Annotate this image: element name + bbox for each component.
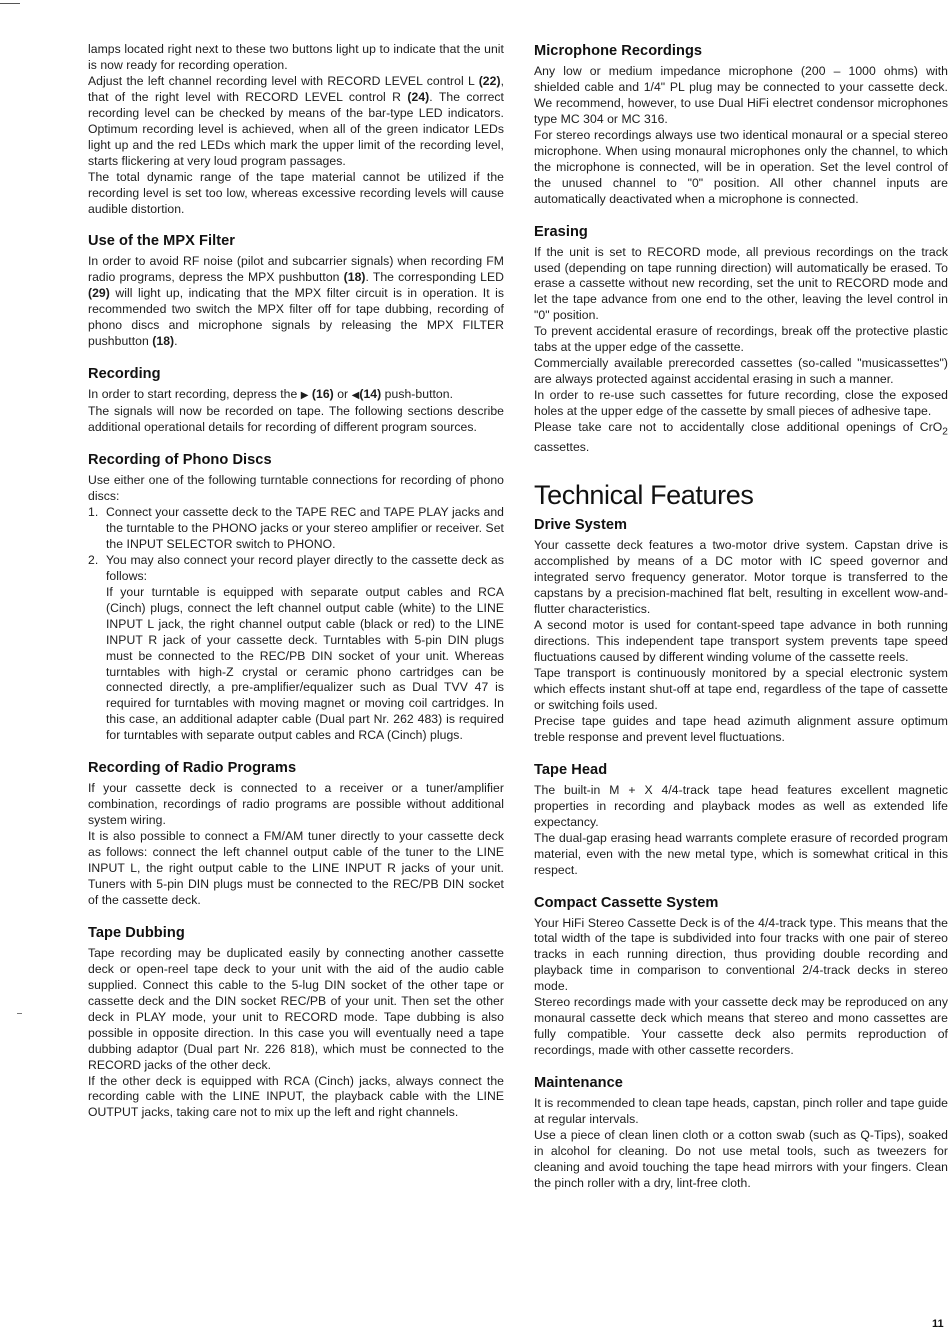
radio-paragraph-2: It is also possible to connect a FM/AM tuner directly to your cassette deck as follows: connect the left channel output cable of the tuner to the LINE INPUT L, the right output cable to the LINE INPUT R jacks of your unit. Tuners with 5-pin DIN plugs must be connected to the REC/PB DIN socket of the cassette deck.: [88, 829, 504, 907]
intro-paragraph-3: The total dynamic range of the tape material cannot be utilized if the recording level is set too low, whereas excessive recording levels will cause audible distortion.: [88, 169, 504, 216]
list-item: 1. Connect your cassette deck to the TAPE REC and TAPE PLAY jacks and the turntable to the PHONO jacks or your stereo amplifier or receiver. Set the INPUT SELECTOR switch to PHONO.: [88, 504, 504, 551]
page-number: 11: [932, 1318, 944, 1330]
erasing-paragraph-3: Commercially available prerecorded cassettes (so-called "musicassettes") are always protected against accidental erasing in such a manner.: [534, 356, 948, 387]
dubbing-heading: Tape Dubbing: [88, 924, 185, 941]
section-title: Technical Features: [534, 480, 754, 511]
compact-cassette-heading: Compact Cassette System: [534, 894, 719, 911]
recording-heading: Recording: [88, 366, 161, 383]
tape-head-paragraph-1: The built-in M + X 4/4-track tape head features excellent magnetic properties in recording and playback modes as well as extended life expectancy.: [534, 782, 948, 829]
tape-head-paragraph-2: The dual-gap erasing head warrants complete erasure of recorded program material, even with the new metal type, which is somewhat critical in this respect.: [534, 830, 948, 877]
erasing-paragraph-5: Please take care not to accidentally close additional openings of CrO$_2$ cassettes.: [534, 420, 948, 455]
recording-paragraph-2: The signals will now be recorded on tape. The following sections describe additional operational details for recording of different program sources.: [88, 404, 504, 435]
maintenance-paragraph-1: It is recommended to clean tape heads, capstan, pinch roller and tape guide at regular intervals.: [534, 1096, 948, 1127]
phono-intro: Use either one of the following turntable connections for recording of phono discs:: [88, 473, 504, 504]
erasing-heading: Erasing: [534, 223, 588, 240]
intro-paragraph-2: Adjust the left channel recording level with RECORD LEVEL control L (22), that of the right level with RECORD LEVEL control R (24). The correct recording level can be checked by means of the bar-type LED indicators. Optimum recording level is achieved, when all of the green indicator LEDs light up and the red LEDs which mark the upper limit of the recording level, starts flickering at very loud program passages.: [88, 73, 505, 168]
erasing-paragraph-4: In order to re-use such cassettes for future recording, close the exposed holes at the upper edge of the cassette by small pieces of adhesive tape.: [534, 388, 948, 419]
play-forward-icon: ▶: [300, 390, 309, 402]
microphone-heading: Microphone Recordings: [534, 43, 703, 59]
corner-crop-mark: [0, 3, 20, 4]
play-reverse-icon: ◀: [351, 390, 360, 402]
margin-mark: [17, 1013, 22, 1014]
drive-paragraph-4: Precise tape guides and tape head azimuth alignment assure optimum treble response and prevent level fluctuations.: [534, 713, 948, 744]
radio-paragraph-1: If your cassette deck is connected to a receiver or a tuner/amplifier combination, recordings of radio programs are possible without additional system wiring.: [88, 781, 504, 828]
erasing-paragraph-2: To prevent accidental erasure of recordings, break off the protective plastic tabs at the upper edge of the cassette.: [534, 324, 948, 355]
dubbing-paragraph-1: Tape recording may be duplicated easily by connecting another cassette deck or open-reel tape deck to your unit with the aid of the audio cable supplied. Connect this cable to the 5-lug DIN socket of the other tape or cassette deck and the DIN socket REC/PB of your unit. Then set the other deck in PLAY mode, your unit to RECORD mode. Tape dubbing is also possible in opposite direction. In this case you will eventually need a tape dubbing adaptor (Dual part Nr. 226 818), which must be connected to the RECORD jacks of the other deck.: [88, 945, 504, 1072]
recording-paragraph-1: In order to start recording, depress the ▶ (16) or ◀(14) push-button.: [88, 387, 454, 402]
erasing-paragraph-1: If the unit is set to RECORD mode, all previous recordings on the track used (depending on tape running direction) will automatically be erased. To erase a cassette without new recording, set the unit to RECORD mode and let the tape advance from one end to the other, leaving the level control in "0" position.: [534, 244, 948, 323]
maintenance-paragraph-2: Use a piece of clean linen cloth or a cotton swab (such as Q-Tips), soaked in alcohol for cleaning. Do not use metal tools, such as tweezers for cleaning and avoid touching the tape head mirrors with your fingers. Clean the pinch roller with a dry, lint-free cloth.: [534, 1128, 948, 1190]
drive-heading: Drive System: [534, 517, 628, 534]
drive-paragraph-3: Tape transport is continuously monitored by a special electronic system which effects instant shut-off at tape end, regardless of the tape of cassette or switching foils used.: [534, 666, 948, 712]
phono-list: [88, 505, 504, 744]
right-column: [534, 42, 948, 1192]
intro-paragraph-1: lamps located right next to these two buttons light up to indicate that the unit is now ready for recording operation.: [88, 42, 504, 72]
compact-cassette-paragraph-2: Stereo recordings made with your cassette deck may be reproduced on any monaural cassette deck which means that stereo and mono cassettes are fully compatible. Your cassette deck also permits reproduction of recordings, made with other cassette recorders.: [534, 995, 948, 1058]
microphone-paragraph-2: For stereo recordings always use two identical monaural or a special stereo microphone. When using monaural microphones only the channel, to which the microphone is connected, will be in operation. Set the level control of the unused channel to "0" position. All other channel inputs are automatically deactivated when a microphone is connected.: [534, 127, 948, 206]
list-item: 2. You may also connect your record player directly to the cassette deck as follows: If your turntable is equipped with separate output cables and RCA (Cinch) plugs, connect the left channel output cable (white) to the LINE INPUT L jack, the right channel output cable (black or red) to the LINE INPUT R jack of your cassette deck. Turntables with 5-pin DIN plugs must be connected to the REC/PB DIN socket of your unit. Whereas turntables with high-Z crystal or ceramic phono cartridges can be connected directly, a pre-amplifier/equalizer such as Dual TVV 47 is required for turntables with moving magnet or moving coil cartridges. In this case, an additional adapter cable (Dual part Nr. 262 483) is required for turntables with separate output cables and RCA (Cinch) plugs.: [88, 552, 504, 743]
maintenance-heading: Maintenance: [534, 1075, 623, 1092]
dubbing-paragraph-2: If the other deck is equipped with RCA (Cinch) jacks, always connect the recording cable with the LINE INPUT, the playback cable with the LINE OUTPUT jacks, taking care not to mix up the left and right channels.: [88, 1073, 504, 1120]
phono-heading: Recording of Phono Discs: [88, 452, 272, 469]
drive-paragraph-1: Your cassette deck features a two-motor drive system. Capstan drive is accomplished by means of a DC motor with IC speed governor and integrated servo frequency generator. Motor torque is transferred to the capstans by a precision-machined flat belt, resulting in excellent wow-and-flutter characteristics.: [534, 538, 948, 617]
left-column: [88, 42, 504, 1121]
mpx-paragraph: In order to avoid RF noise (pilot and subcarrier signals) when recording FM radio programs, depress the MPX pushbutton (18). The corresponding LED (29) will light up, indicating that the MPX filter circuit is in operation. It is recommended two switch the MPX filter off for tape dubbing, recording of phono discs and microphone signals by releasing the MPX FILTER pushbutton (18).: [88, 254, 505, 349]
tape-head-heading: Tape Head: [534, 761, 608, 778]
drive-paragraph-2: A second motor is used for contant-speed tape advance in both running directions. This independent tape transport system prevents tape speed fluctuations caused by different winding volume of the cassette reels.: [534, 618, 948, 665]
radio-heading: Recording of Radio Programs: [88, 760, 297, 777]
mpx-heading: Use of the MPX Filter: [88, 233, 236, 250]
compact-cassette-paragraph-1: Your HiFi Stereo Cassette Deck is of the 4/4-track type. This means that the total width of the tape is subdivided into four tracks with one pair of stereo tracks in each running direction, thus providing double recording and playback time in comparison to conventional 2/4-track decks in stereo mode.: [534, 915, 948, 994]
microphone-paragraph-1: Any low or medium impedance microphone (200 – 1000 ohms) with shielded cable and 1/4" PL plug may be connected to your cassette deck. We recommend, however, to use Dual HiFi electret condensor microphones type MC 304 or MC 316.: [534, 64, 948, 126]
